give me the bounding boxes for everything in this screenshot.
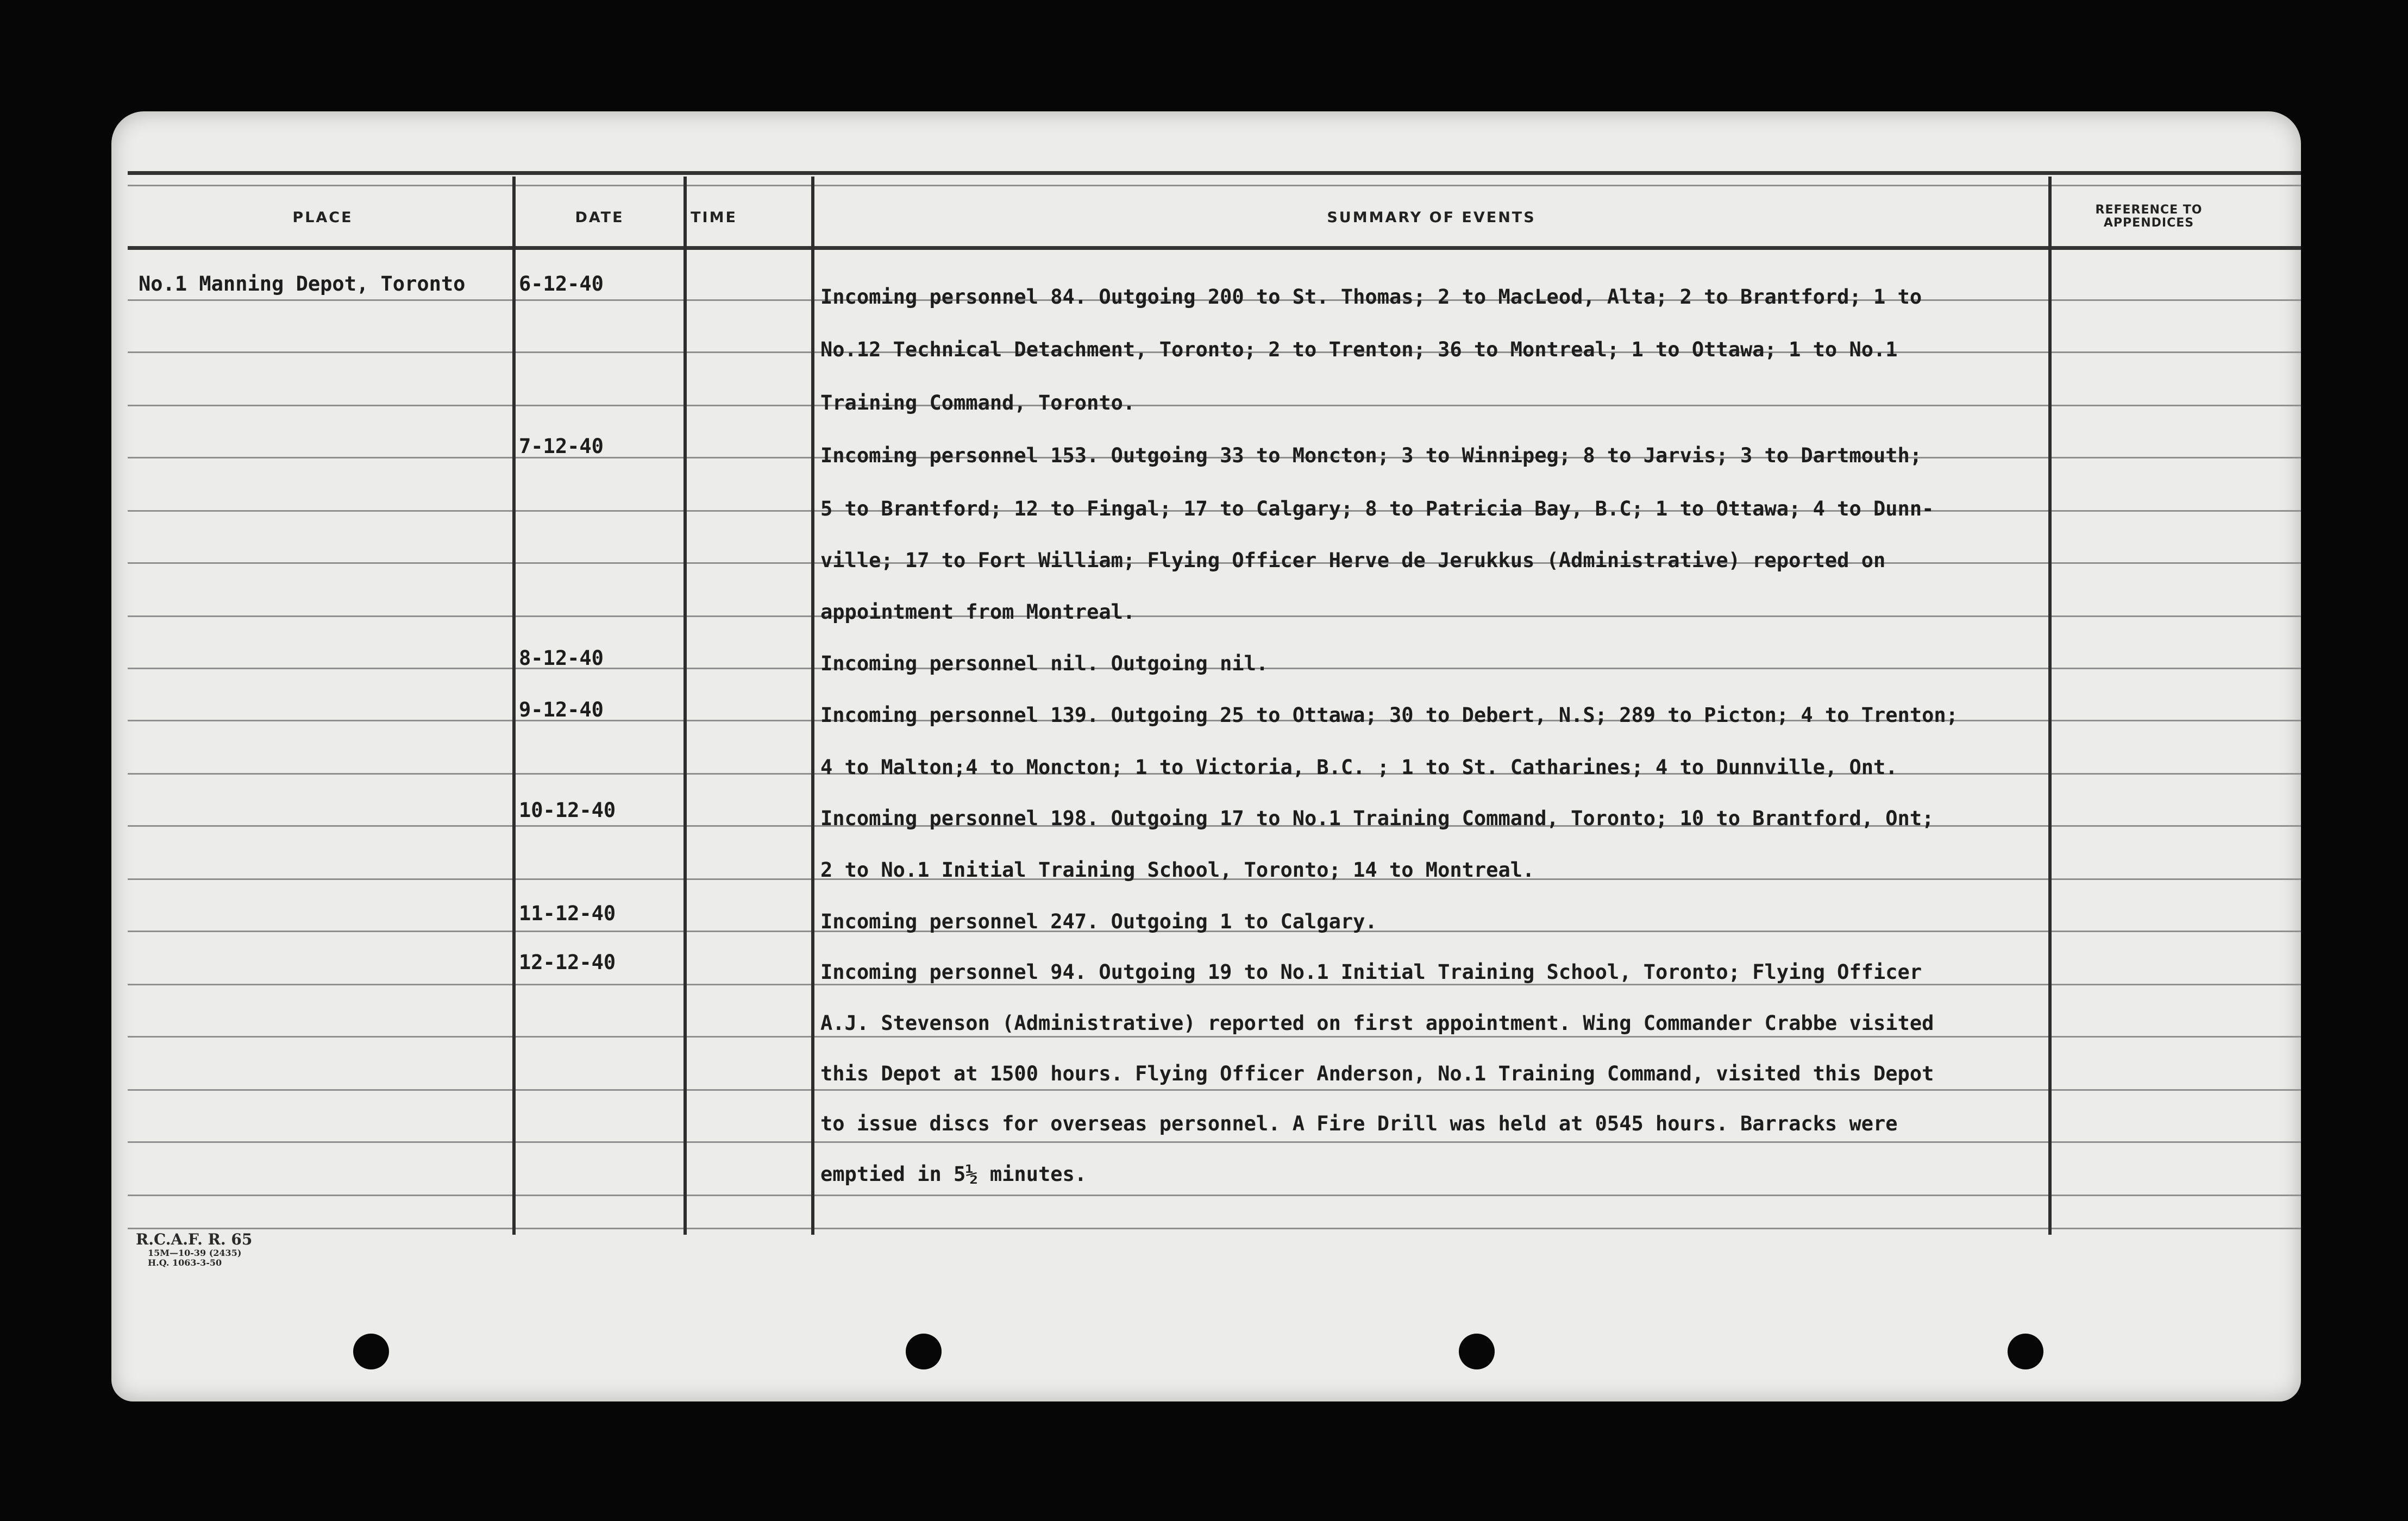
punch-hole <box>2008 1334 2043 1369</box>
punch-hole <box>1459 1334 1495 1369</box>
summary-line: emptied in 5½ minutes. <box>820 1162 1087 1186</box>
rule-14 <box>128 984 2301 985</box>
summary-line: Incoming personnel 153. Outgoing 33 to Moncton; 3 to Winnipeg; 8 to Jarvis; 3 to Dartmouth; <box>820 444 1922 467</box>
summary-line: Training Command, Toronto. <box>820 391 1136 414</box>
rule-17 <box>128 1141 2301 1143</box>
summary-line: appointment from Montreal. <box>820 600 1136 624</box>
header-rule <box>128 246 2301 250</box>
date-entry: 11-12-40 <box>519 902 616 925</box>
form-number: R.C.A.F. R. 65 <box>136 1230 253 1248</box>
punch-hole <box>353 1334 389 1369</box>
form-hq-ref: H.Q. 1063-3-50 <box>148 1258 222 1268</box>
rule-7 <box>128 615 2301 617</box>
summary-line: Incoming personnel 247. Outgoing 1 to Calgary. <box>820 910 1377 933</box>
header-time: TIME <box>691 209 737 226</box>
place-entry: No.1 Manning Depot, Toronto <box>139 272 466 296</box>
date-entry: 12-12-40 <box>519 951 616 974</box>
rule-18 <box>128 1195 2301 1196</box>
summary-line: 5 to Brantford; 12 to Fingal; 17 to Calgary; 8 to Patricia Bay, B.C; 1 to Ottawa; 4 to Dunn- <box>820 497 1934 520</box>
diary-card <box>111 111 2301 1401</box>
form-print-code: 15M—10-39 (2435) <box>148 1248 242 1258</box>
header-summary: SUMMARY OF EVENTS <box>1327 209 1536 226</box>
header-reference: REFERENCE TO APPENDICES <box>2095 203 2203 230</box>
header-place: PLACE <box>292 209 353 226</box>
date-entry: 9-12-40 <box>519 698 604 721</box>
divider-summary-reference <box>2048 177 2052 1235</box>
top-rule-thin <box>128 185 2301 186</box>
date-entry: 7-12-40 <box>519 435 604 458</box>
rule-3 <box>128 405 2301 406</box>
summary-line: Incoming personnel 198. Outgoing 17 to No.1 Training Command, Toronto; 10 to Brantford, Ont; <box>820 807 1934 830</box>
divider-time-summary <box>811 177 814 1235</box>
header-date: DATE <box>575 209 624 226</box>
divider-place-date <box>512 177 516 1235</box>
date-entry: 8-12-40 <box>519 646 604 670</box>
summary-line: to issue discs for overseas personnel. A Fire Drill was held at 0545 hours. Barracks were <box>820 1112 1898 1135</box>
summary-line: A.J. Stevenson (Administrative) reported on first appointment. Wing Commander Crabbe visited <box>820 1011 1934 1035</box>
summary-line: Incoming personnel 94. Outgoing 19 to No.1 Initial Training School, Toronto; Flying Officer <box>820 960 1922 984</box>
punch-hole <box>906 1334 942 1369</box>
summary-line: ville; 17 to Fort William; Flying Officer Herve de Jerukkus (Administrative) reported on <box>820 549 1886 572</box>
summary-line: No.12 Technical Detachment, Toronto; 2 to Trenton; 36 to Montreal; 1 to Ottawa; 1 to No.1 <box>820 338 1898 361</box>
date-entry: 10-12-40 <box>519 799 616 822</box>
rule-15 <box>128 1036 2301 1038</box>
top-rule <box>128 171 2301 175</box>
divider-date-time <box>683 177 687 1235</box>
bottom-rule <box>128 1228 2301 1229</box>
summary-line: 4 to Malton;4 to Moncton; 1 to Victoria, B.C. ; 1 to St. Catharines; 4 to Dunnville, Ont. <box>820 756 1898 779</box>
summary-line: Incoming personnel nil. Outgoing nil. <box>820 652 1269 675</box>
summary-line: Incoming personnel 139. Outgoing 25 to Ottawa; 30 to Debert, N.S; 289 to Picton; 4 to Trenton; <box>820 703 1958 727</box>
rule-16 <box>128 1089 2301 1091</box>
summary-line: this Depot at 1500 hours. Flying Officer Anderson, No.1 Training Command, visited this Depot <box>820 1062 1934 1085</box>
summary-line: Incoming personnel 84. Outgoing 200 to St. Thomas; 2 to MacLeod, Alta; 2 to Brantford; 1 to <box>820 285 1922 309</box>
summary-line: 2 to No.1 Initial Training School, Toronto; 14 to Montreal. <box>820 858 1535 882</box>
date-entry: 6-12-40 <box>519 272 604 296</box>
form-identifier <box>136 1230 252 1268</box>
